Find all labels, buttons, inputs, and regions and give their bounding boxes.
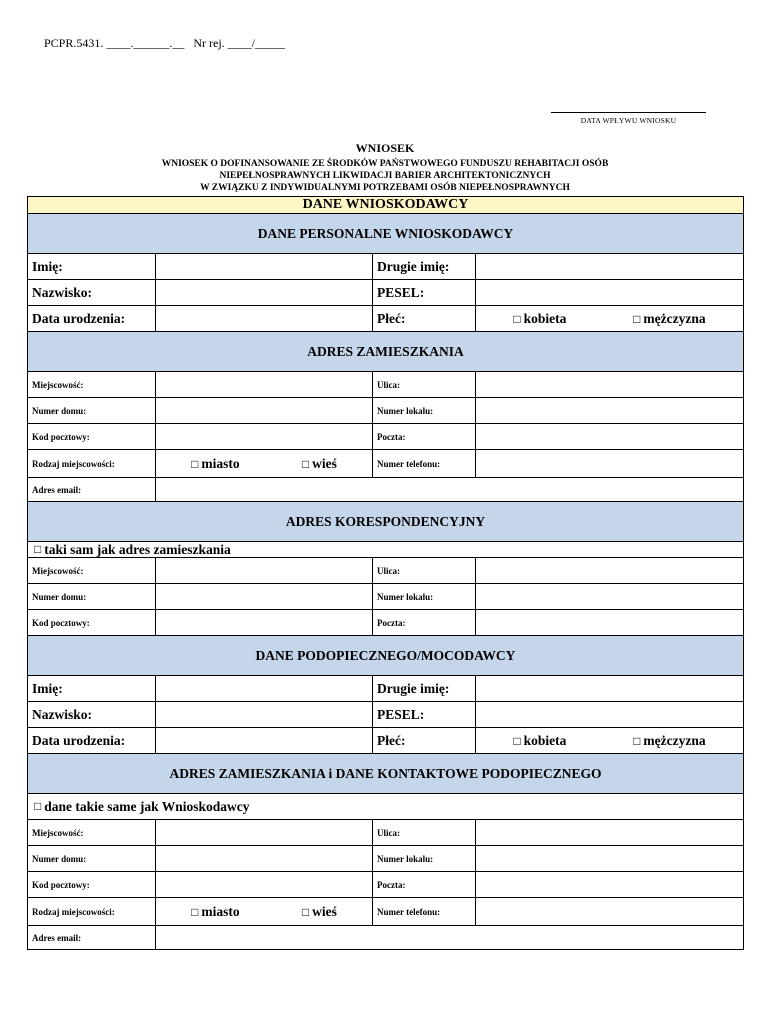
postal-code-label: Kod pocztowy: [32, 879, 90, 890]
birth-date-field[interactable] [155, 728, 372, 753]
sex-options [475, 728, 743, 753]
application-form [27, 196, 744, 950]
town-label: Miejscowość: [32, 565, 84, 576]
checkbox-icon: □ [191, 456, 199, 471]
town-label: Miejscowość: [32, 379, 84, 390]
email-label: Adres email: [32, 932, 82, 943]
first-name-field[interactable] [155, 254, 372, 279]
first-name-field[interactable] [155, 676, 372, 701]
same-as-applicant-checkbox[interactable]: □ dane takie same jak Wnioskodawcy [34, 798, 250, 814]
form-row [28, 583, 743, 609]
locality-type-label: Rodzaj miejscowości: [32, 458, 115, 469]
phone-label: Numer telefonu: [372, 450, 475, 477]
postal-code-label: Kod pocztowy: [32, 431, 90, 442]
apartment-number-label: Numer lokalu: [372, 398, 475, 423]
personal-data-header: DANE PERSONALNE WNIOSKODAWCY [28, 214, 743, 253]
first-name-label: Imię: [32, 680, 63, 696]
form-row [28, 871, 743, 897]
form-row [28, 793, 743, 819]
street-field[interactable] [475, 820, 743, 845]
correspondence-address-header-row [28, 501, 743, 541]
sex-label: Płeć: [372, 306, 475, 331]
email-field[interactable] [155, 478, 743, 501]
last-name-field[interactable] [155, 702, 372, 727]
postal-code-label: Kod pocztowy: [32, 617, 90, 628]
house-number-label: Numer domu: [32, 853, 87, 864]
street-label: Ulica: [372, 820, 475, 845]
personal-data-header-row [28, 213, 743, 253]
form-row [28, 845, 743, 871]
checkbox-icon: □ [633, 733, 641, 748]
birth-date-label: Data urodzenia: [32, 310, 126, 326]
correspondence-address-header: ADRES KORESPONDENCYJNY [28, 502, 743, 541]
apartment-number-field[interactable] [475, 398, 743, 423]
ward-data-header-row [28, 635, 743, 675]
male-checkbox[interactable]: □ mężczyzna [633, 310, 706, 326]
form-row [28, 897, 743, 925]
house-number-field[interactable] [155, 584, 372, 609]
receipt-date-field [551, 112, 706, 125]
residence-address-header-row [28, 331, 743, 371]
post-office-field[interactable] [475, 872, 743, 897]
city-checkbox[interactable]: □ miasto [191, 903, 240, 919]
form-row [28, 477, 743, 501]
city-checkbox[interactable]: □ miasto [191, 455, 240, 471]
document-title: WNIOSEK [355, 141, 415, 155]
house-number-field[interactable] [155, 846, 372, 871]
village-checkbox[interactable]: □ wieś [301, 903, 337, 919]
post-office-field[interactable] [475, 610, 743, 635]
street-field[interactable] [475, 558, 743, 583]
checkbox-icon: □ [34, 799, 42, 813]
male-checkbox[interactable]: □ mężczyzna [633, 732, 706, 748]
form-row [28, 279, 743, 305]
locality-type-options [155, 450, 372, 477]
applicant-data-header-row [28, 197, 743, 213]
apartment-number-field[interactable] [475, 846, 743, 871]
form-row [28, 701, 743, 727]
last-name-field[interactable] [155, 280, 372, 305]
form-row [28, 541, 743, 557]
street-label: Ulica: [372, 372, 475, 397]
postal-code-field[interactable] [155, 424, 372, 449]
street-field[interactable] [475, 372, 743, 397]
locality-type-options [155, 898, 372, 925]
apartment-number-label: Numer lokalu: [372, 846, 475, 871]
town-field[interactable] [155, 820, 372, 845]
checkbox-icon: □ [513, 311, 521, 326]
residence-address-header: ADRES ZAMIESZKANIA [28, 332, 743, 371]
village-checkbox[interactable]: □ wieś [301, 455, 337, 471]
house-number-field[interactable] [155, 398, 372, 423]
female-checkbox[interactable]: □ kobieta [513, 732, 567, 748]
post-office-field[interactable] [475, 424, 743, 449]
second-name-field[interactable] [475, 254, 743, 279]
post-office-label: Poczta: [372, 424, 475, 449]
second-name-label: Drugie imię: [372, 254, 475, 279]
apartment-number-label: Numer lokalu: [372, 584, 475, 609]
postal-code-field[interactable] [155, 872, 372, 897]
town-field[interactable] [155, 372, 372, 397]
town-field[interactable] [155, 558, 372, 583]
form-row [28, 371, 743, 397]
town-label: Miejscowość: [32, 827, 84, 838]
locality-type-label: Rodzaj miejscowości: [32, 906, 115, 917]
female-checkbox[interactable]: □ kobieta [513, 310, 567, 326]
post-office-label: Poczta: [372, 610, 475, 635]
sex-label: Płeć: [372, 728, 475, 753]
second-name-field[interactable] [475, 676, 743, 701]
subtitle-line-3: W ZWIĄZKU Z INDYWIDUALNYMI POTRZEBAMI OSÓB NIEPEŁNOSPRAWNYCH [200, 183, 570, 193]
last-name-label: Nazwisko: [32, 706, 92, 722]
form-row [28, 609, 743, 635]
checkbox-icon: □ [633, 311, 641, 326]
receipt-date-label: DATA WPŁYWU WNIOSKU [580, 116, 677, 125]
email-label: Adres email: [32, 484, 82, 495]
last-name-label: Nazwisko: [32, 284, 92, 300]
subtitle-line-2: NIEPEŁNOSPRAWNYCH LIKWIDACJI BARIER ARCHITEKTONICZNYCH [219, 171, 551, 181]
subtitle-line-1: WNIOSEK O DOFINANSOWANIE ZE ŚRODKÓW PAŃSTWOWEGO FUNDUSZU REHABITACJI OSÓB [161, 159, 609, 169]
checkbox-icon: □ [301, 456, 310, 471]
checkbox-icon: □ [513, 733, 521, 748]
ward-address-header: ADRES ZAMIESZKANIA i DANE KONTAKTOWE PODOPIECZNEGO [28, 754, 743, 793]
checkbox-icon: □ [191, 904, 199, 919]
phone-field[interactable] [475, 450, 743, 477]
form-row [28, 253, 743, 279]
post-office-label: Poczta: [372, 872, 475, 897]
reference-number-line: PCPR.5431. ____.______.__ Nr rej. ____/_____ [44, 36, 286, 50]
apartment-number-field[interactable] [475, 584, 743, 609]
form-row [28, 305, 743, 331]
form-row [28, 423, 743, 449]
document-subtitle [0, 158, 770, 194]
checkbox-icon: □ [34, 542, 42, 556]
street-label: Ulica: [372, 558, 475, 583]
pesel-label: PESEL: [372, 280, 475, 305]
form-row [28, 675, 743, 701]
house-number-label: Numer domu: [32, 405, 87, 416]
checkbox-icon: □ [301, 904, 310, 919]
ward-address-header-row [28, 753, 743, 793]
house-number-label: Numer domu: [32, 591, 87, 602]
form-row [28, 397, 743, 423]
second-name-label: Drugie imię: [372, 676, 475, 701]
pesel-field[interactable] [475, 702, 743, 727]
pesel-label: PESEL: [372, 702, 475, 727]
form-row [28, 557, 743, 583]
phone-label: Numer telefonu: [372, 898, 475, 925]
receipt-date-line[interactable] [551, 112, 706, 113]
ward-data-header: DANE PODOPIECZNEGO/MOCODAWCY [28, 636, 743, 675]
form-row [28, 727, 743, 753]
birth-date-field[interactable] [155, 306, 372, 331]
postal-code-field[interactable] [155, 610, 372, 635]
phone-field[interactable] [475, 898, 743, 925]
email-field[interactable] [155, 926, 743, 949]
form-row [28, 925, 743, 949]
sex-options [475, 306, 743, 331]
form-row [28, 819, 743, 845]
birth-date-label: Data urodzenia: [32, 732, 126, 748]
form-row [28, 449, 743, 477]
applicant-data-header: DANE WNIOSKODAWCY [28, 197, 743, 213]
pesel-field[interactable] [475, 280, 743, 305]
first-name-label: Imię: [32, 258, 63, 274]
same-as-residence-checkbox[interactable]: □ taki sam jak adres zamieszkania [34, 541, 231, 557]
